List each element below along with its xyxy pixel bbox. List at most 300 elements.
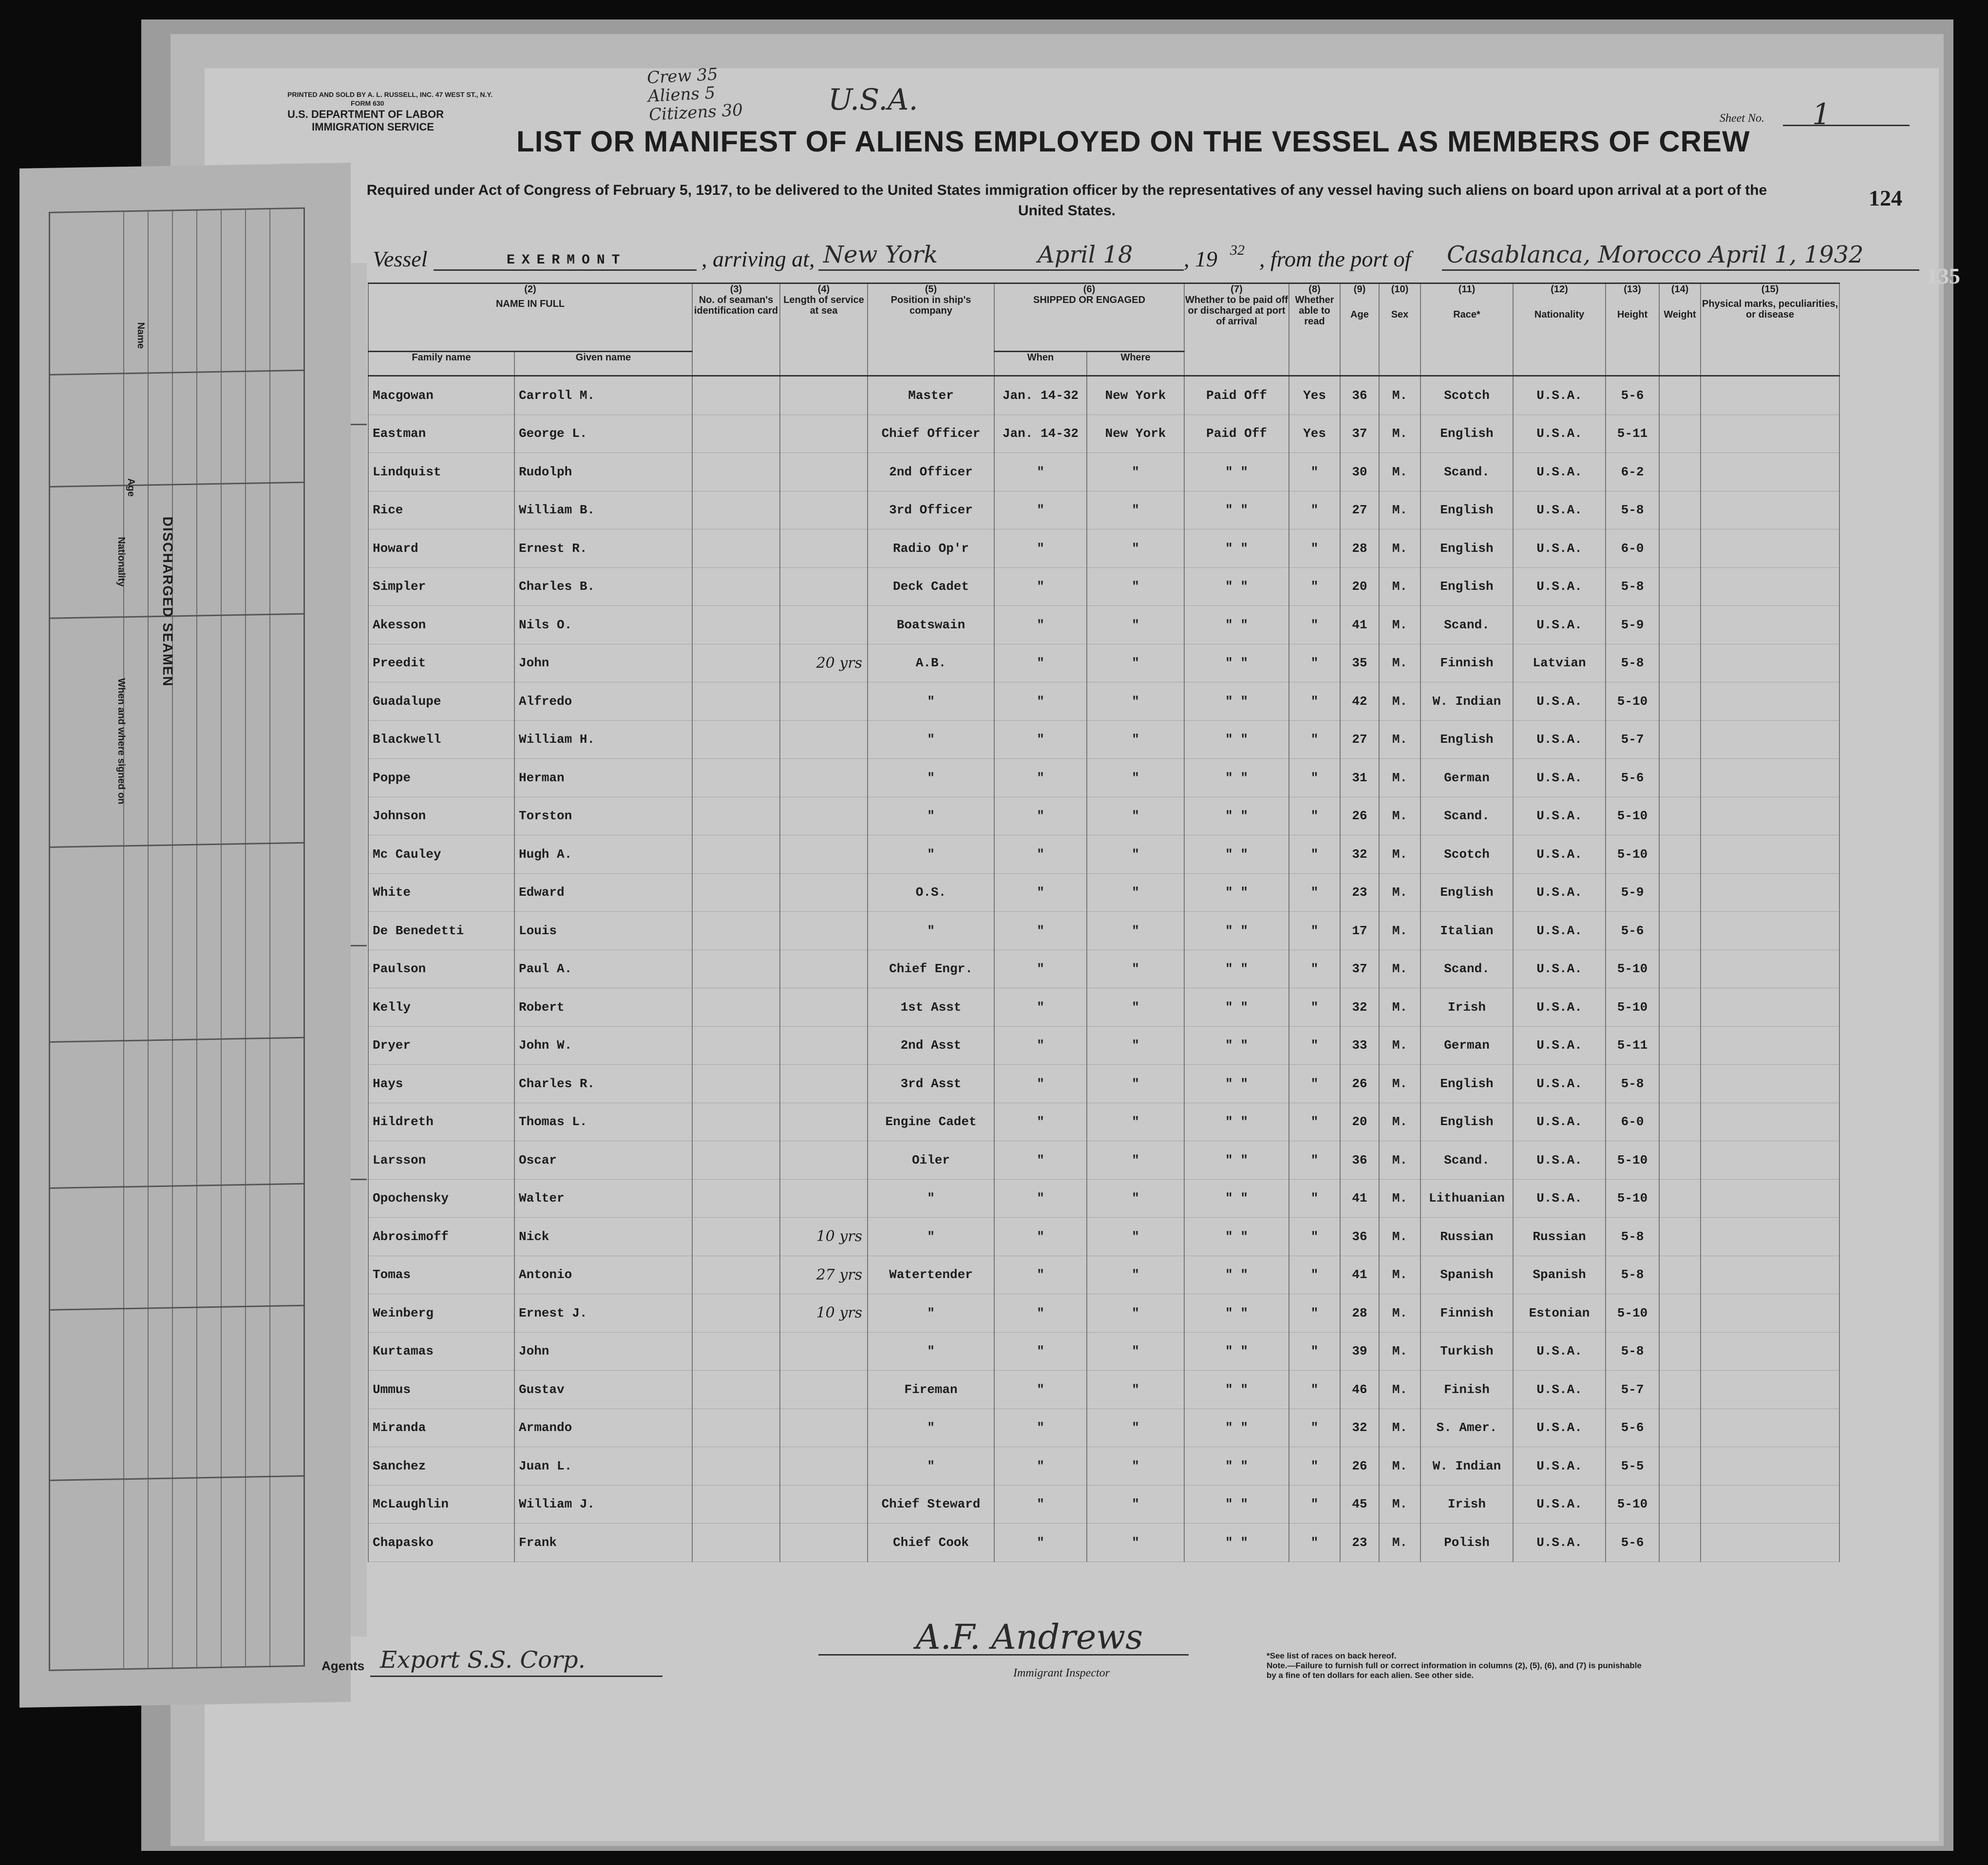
- cell-id-card: [692, 1524, 780, 1562]
- cell-id-card: [692, 567, 780, 606]
- cell-age: 27: [1340, 491, 1379, 529]
- cell-paid-off: " ": [1184, 1256, 1289, 1294]
- cell-shipped-where: ": [1087, 491, 1184, 529]
- cell-position: Chief Steward: [868, 1485, 994, 1524]
- col-name-header: (2) NAME IN FULL: [368, 283, 692, 352]
- cell-age: 27: [1340, 720, 1379, 759]
- table-row: [368, 1026, 1839, 1065]
- sheet-number-label: Sheet No.: [1720, 112, 1764, 125]
- table-row: [368, 1409, 1839, 1447]
- cell-sex: M.: [1379, 567, 1420, 606]
- cell-given-name: William H.: [514, 720, 692, 759]
- cell-height: 5-10: [1606, 1179, 1659, 1218]
- cell-given-name: John W.: [514, 1026, 692, 1065]
- cell-height: 5-9: [1606, 873, 1659, 912]
- cell-able-to-read: ": [1289, 491, 1340, 529]
- cell-paid-off: " ": [1184, 1179, 1289, 1218]
- cell-age: 46: [1340, 1371, 1379, 1409]
- cell-family-name: De Benedetti: [368, 912, 514, 950]
- cell-physical-marks: [1701, 835, 1839, 874]
- cell-service-length: [780, 1103, 868, 1141]
- cell-height: 5-8: [1606, 1332, 1659, 1371]
- cell-given-name: Herman: [514, 759, 692, 797]
- cell-race: English: [1420, 1103, 1513, 1141]
- col-read-header: (8) Whether able to read: [1289, 283, 1340, 376]
- cell-height: 5-10: [1606, 682, 1659, 721]
- col-position-header: (5) Position in ship's company: [868, 283, 994, 376]
- cell-given-name: Ernest R.: [514, 529, 692, 568]
- cell-position: Watertender: [868, 1256, 994, 1294]
- cell-position: 1st Asst: [868, 988, 994, 1027]
- cell-weight: [1659, 1524, 1701, 1562]
- cell-paid-off: " ": [1184, 988, 1289, 1027]
- cell-position: ": [868, 720, 994, 759]
- cell-age: 37: [1340, 414, 1379, 453]
- cell-family-name: Akesson: [368, 606, 514, 644]
- cell-weight: [1659, 1065, 1701, 1103]
- cell-shipped-when: ": [994, 491, 1087, 529]
- cell-shipped-where: ": [1087, 1256, 1184, 1294]
- cell-nationality: U.S.A.: [1513, 1485, 1606, 1524]
- cell-shipped-where: ": [1087, 835, 1184, 874]
- col-race-header: (11) Race*: [1420, 283, 1513, 376]
- cell-sex: M.: [1379, 835, 1420, 874]
- col-marks-header: (15) Physical marks, peculiarities, or disease: [1701, 283, 1839, 376]
- table-row: [368, 720, 1839, 759]
- cell-height: 5-6: [1606, 376, 1659, 415]
- cell-physical-marks: [1701, 1409, 1839, 1447]
- cell-shipped-when: ": [994, 797, 1087, 835]
- cell-shipped-when: ": [994, 759, 1087, 797]
- cell-able-to-read: ": [1289, 1103, 1340, 1141]
- cell-paid-off: " ": [1184, 453, 1289, 491]
- sheet-number-value: 1: [1812, 97, 1831, 132]
- cell-family-name: Lindquist: [368, 453, 514, 491]
- cell-nationality: U.S.A.: [1513, 1103, 1606, 1141]
- cell-nationality: U.S.A.: [1513, 529, 1606, 568]
- cell-able-to-read: ": [1289, 873, 1340, 912]
- cell-service-length: [780, 1447, 868, 1486]
- cell-race: Spanish: [1420, 1256, 1513, 1294]
- document-title: LIST OR MANIFEST OF ALIENS EMPLOYED ON THE VESSEL AS MEMBERS OF CREW: [516, 125, 1750, 158]
- edge-number: 135: [1927, 264, 1960, 288]
- usa-note: U.S.A.: [828, 83, 918, 117]
- flap-label-signed-on: When and where signed on: [116, 678, 127, 805]
- cell-nationality: U.S.A.: [1513, 759, 1606, 797]
- cell-able-to-read: ": [1289, 720, 1340, 759]
- cell-weight: [1659, 1332, 1701, 1371]
- cell-id-card: [692, 453, 780, 491]
- cell-shipped-where: ": [1087, 873, 1184, 912]
- cell-position: ": [868, 1447, 994, 1486]
- crew-count-note: [646, 64, 743, 124]
- cell-position: Radio Op'r: [868, 529, 994, 568]
- cell-sex: M.: [1379, 644, 1420, 682]
- table-row: [368, 950, 1839, 988]
- table-row: [368, 1294, 1839, 1333]
- cell-height: 5-6: [1606, 759, 1659, 797]
- cell-age: 36: [1340, 1218, 1379, 1256]
- cell-nationality: U.S.A.: [1513, 1447, 1606, 1486]
- cell-paid-off: " ": [1184, 491, 1289, 529]
- cell-position: 3rd Officer: [868, 491, 994, 529]
- cell-height: 5-5: [1606, 1447, 1659, 1486]
- cell-weight: [1659, 1447, 1701, 1486]
- cell-physical-marks: [1701, 1179, 1839, 1218]
- cell-able-to-read: ": [1289, 529, 1340, 568]
- cell-age: 36: [1340, 376, 1379, 415]
- table-row: [368, 1524, 1839, 1562]
- cell-position: Master: [868, 376, 994, 415]
- col-height-header: (13) Height: [1606, 283, 1659, 376]
- cell-able-to-read: ": [1289, 644, 1340, 682]
- cell-nationality: Latvian: [1513, 644, 1606, 682]
- cell-able-to-read: ": [1289, 1218, 1340, 1256]
- cell-shipped-when: ": [994, 1256, 1087, 1294]
- cell-position: ": [868, 912, 994, 950]
- cell-paid-off: " ": [1184, 1218, 1289, 1256]
- cell-service-length: [780, 529, 868, 568]
- cell-able-to-read: ": [1289, 1332, 1340, 1371]
- cell-family-name: Mc Cauley: [368, 835, 514, 874]
- cell-family-name: Howard: [368, 529, 514, 568]
- cell-physical-marks: [1701, 1103, 1839, 1141]
- cell-service-length: 10 yrs: [780, 1218, 868, 1256]
- cell-id-card: [692, 835, 780, 874]
- cell-shipped-when: ": [994, 606, 1087, 644]
- cell-paid-off: Paid Off: [1184, 376, 1289, 415]
- cell-id-card: [692, 720, 780, 759]
- cell-physical-marks: [1701, 1371, 1839, 1409]
- cell-age: 37: [1340, 950, 1379, 988]
- cell-able-to-read: ": [1289, 1026, 1340, 1065]
- cell-shipped-when: ": [994, 1103, 1087, 1141]
- cell-given-name: Antonio: [514, 1256, 692, 1294]
- cell-race: Polish: [1420, 1524, 1513, 1562]
- departure-port: Casablanca, Morocco April 1, 1932: [1447, 241, 1864, 268]
- cell-weight: [1659, 835, 1701, 874]
- cell-service-length: 20 yrs: [780, 644, 868, 682]
- cell-paid-off: " ": [1184, 835, 1289, 874]
- cell-given-name: Juan L.: [514, 1447, 692, 1486]
- cell-paid-off: " ": [1184, 1409, 1289, 1447]
- cell-weight: [1659, 1179, 1701, 1218]
- table-row: [368, 1179, 1839, 1218]
- cell-position: Fireman: [868, 1371, 994, 1409]
- table-row: [368, 414, 1839, 453]
- cell-race: Irish: [1420, 988, 1513, 1027]
- cell-age: 32: [1340, 988, 1379, 1027]
- cell-position: ": [868, 835, 994, 874]
- vessel-name: EXERMONT: [507, 253, 627, 268]
- cell-shipped-when: ": [994, 453, 1087, 491]
- cell-physical-marks: [1701, 1294, 1839, 1333]
- cell-paid-off: " ": [1184, 950, 1289, 988]
- citizens-note: Citizens 30: [648, 100, 743, 125]
- cell-shipped-when: Jan. 14-32: [994, 414, 1087, 453]
- cell-able-to-read: ": [1289, 1141, 1340, 1180]
- cell-shipped-when: ": [994, 1409, 1087, 1447]
- cell-given-name: William J.: [514, 1485, 692, 1524]
- cell-id-card: [692, 682, 780, 721]
- cell-weight: [1659, 1485, 1701, 1524]
- cell-shipped-where: ": [1087, 606, 1184, 644]
- cell-physical-marks: [1701, 1065, 1839, 1103]
- cell-height: 5-10: [1606, 950, 1659, 988]
- cell-shipped-where: ": [1087, 567, 1184, 606]
- cell-sex: M.: [1379, 1026, 1420, 1065]
- cell-shipped-where: New York: [1087, 376, 1184, 415]
- cell-shipped-when: ": [994, 567, 1087, 606]
- cell-family-name: Ummus: [368, 1371, 514, 1409]
- cell-id-card: [692, 988, 780, 1027]
- cell-nationality: U.S.A.: [1513, 376, 1606, 415]
- cell-race: English: [1420, 414, 1513, 453]
- cell-weight: [1659, 1026, 1701, 1065]
- cell-family-name: Dryer: [368, 1026, 514, 1065]
- cell-age: 20: [1340, 1103, 1379, 1141]
- col-weight-header: (14) Weight: [1659, 283, 1701, 376]
- cell-height: 5-6: [1606, 1524, 1659, 1562]
- cell-able-to-read: Yes: [1289, 376, 1340, 415]
- cell-nationality: Spanish: [1513, 1256, 1606, 1294]
- cell-height: 5-10: [1606, 988, 1659, 1027]
- cell-position: ": [868, 682, 994, 721]
- cell-physical-marks: [1701, 1256, 1839, 1294]
- cell-service-length: [780, 606, 868, 644]
- cell-paid-off: " ": [1184, 644, 1289, 682]
- cell-shipped-when: ": [994, 682, 1087, 721]
- cell-race: Scand.: [1420, 797, 1513, 835]
- cell-weight: [1659, 644, 1701, 682]
- cell-age: 41: [1340, 1179, 1379, 1218]
- cell-position: O.S.: [868, 873, 994, 912]
- cell-sex: M.: [1379, 414, 1420, 453]
- cell-family-name: Blackwell: [368, 720, 514, 759]
- cell-family-name: Kelly: [368, 988, 514, 1027]
- cell-able-to-read: ": [1289, 682, 1340, 721]
- inspector-label: Immigrant Inspector: [1013, 1667, 1110, 1679]
- cell-weight: [1659, 1409, 1701, 1447]
- cell-id-card: [692, 759, 780, 797]
- cell-race: Finnish: [1420, 1294, 1513, 1333]
- cell-service-length: [780, 1524, 868, 1562]
- cell-position: ": [868, 1179, 994, 1218]
- cell-paid-off: " ": [1184, 1371, 1289, 1409]
- arriving-label: , arriving at,: [701, 246, 815, 271]
- cell-nationality: U.S.A.: [1513, 797, 1606, 835]
- cell-shipped-where: ": [1087, 720, 1184, 759]
- cell-age: 36: [1340, 1141, 1379, 1180]
- table-row: [368, 453, 1839, 491]
- cell-family-name: Opochensky: [368, 1179, 514, 1218]
- cell-service-length: [780, 414, 868, 453]
- agents-value: Export S.S. Corp.: [380, 1646, 586, 1674]
- cell-id-card: [692, 1447, 780, 1486]
- cell-shipped-where: ": [1087, 529, 1184, 568]
- cell-height: 5-8: [1606, 1218, 1659, 1256]
- cell-family-name: White: [368, 873, 514, 912]
- cell-given-name: Torston: [514, 797, 692, 835]
- cell-given-name: Edward: [514, 873, 692, 912]
- table-row: [368, 606, 1839, 644]
- table-row: [368, 1485, 1839, 1524]
- cell-able-to-read: ": [1289, 1065, 1340, 1103]
- cell-given-name: Paul A.: [514, 950, 692, 988]
- cell-id-card: [692, 1332, 780, 1371]
- cell-height: 5-10: [1606, 1141, 1659, 1180]
- cell-physical-marks: [1701, 912, 1839, 950]
- cell-race: English: [1420, 1065, 1513, 1103]
- cell-height: 5-10: [1606, 1294, 1659, 1333]
- cell-able-to-read: ": [1289, 1371, 1340, 1409]
- cell-race: Scand.: [1420, 453, 1513, 491]
- cell-service-length: 10 yrs: [780, 1294, 868, 1333]
- vessel-line: [356, 241, 1919, 275]
- cell-height: 6-0: [1606, 1103, 1659, 1141]
- penalty-note: Note.—Failure to furnish full or correct information in columns (2), (5), (6), and (7) is punishable by a fine of ten dollars for each alien. See other side.: [1267, 1661, 1642, 1680]
- cell-race: Scotch: [1420, 835, 1513, 874]
- cell-nationality: U.S.A.: [1513, 453, 1606, 491]
- flap-label-age: Age: [126, 478, 136, 497]
- col-card-header: (3) No. of seaman's identification card: [692, 283, 780, 376]
- cell-shipped-when: ": [994, 529, 1087, 568]
- cell-weight: [1659, 491, 1701, 529]
- cell-service-length: [780, 1371, 868, 1409]
- cell-age: 26: [1340, 1065, 1379, 1103]
- cell-physical-marks: [1701, 567, 1839, 606]
- cell-sex: M.: [1379, 720, 1420, 759]
- cell-service-length: [780, 453, 868, 491]
- cell-id-card: [692, 1141, 780, 1180]
- cell-age: 28: [1340, 529, 1379, 568]
- cell-nationality: U.S.A.: [1513, 1371, 1606, 1409]
- cell-physical-marks: [1701, 1026, 1839, 1065]
- cell-shipped-where: ": [1087, 950, 1184, 988]
- cell-shipped-when: ": [994, 1371, 1087, 1409]
- cell-id-card: [692, 529, 780, 568]
- cell-age: 32: [1340, 835, 1379, 874]
- cell-paid-off: " ": [1184, 567, 1289, 606]
- cell-height: 5-9: [1606, 606, 1659, 644]
- cell-nationality: U.S.A.: [1513, 1179, 1606, 1218]
- cell-sex: M.: [1379, 1294, 1420, 1333]
- cell-paid-off: " ": [1184, 682, 1289, 721]
- cell-physical-marks: [1701, 759, 1839, 797]
- cell-family-name: Kurtamas: [368, 1332, 514, 1371]
- table-row: [368, 1256, 1839, 1294]
- cell-physical-marks: [1701, 1447, 1839, 1486]
- cell-nationality: U.S.A.: [1513, 414, 1606, 453]
- year-prefix: , 19: [1184, 246, 1217, 271]
- table-row: [368, 1218, 1839, 1256]
- cell-physical-marks: [1701, 988, 1839, 1027]
- form-number: FORM 630: [351, 99, 384, 107]
- cell-race: English: [1420, 529, 1513, 568]
- cell-race: Scotch: [1420, 376, 1513, 415]
- cell-height: 5-7: [1606, 1371, 1659, 1409]
- cell-race: Scand.: [1420, 606, 1513, 644]
- cell-service-length: [780, 1065, 868, 1103]
- cell-position: Boatswain: [868, 606, 994, 644]
- table-row: [368, 835, 1839, 874]
- cell-position: 2nd Asst: [868, 1026, 994, 1065]
- cell-service-length: 27 yrs: [780, 1256, 868, 1294]
- department-header: [287, 108, 444, 133]
- cell-age: 39: [1340, 1332, 1379, 1371]
- cell-family-name: Macgowan: [368, 376, 514, 415]
- cell-height: 5-8: [1606, 491, 1659, 529]
- cell-race: S. Amer.: [1420, 1409, 1513, 1447]
- flap-label-name: Name: [135, 322, 146, 349]
- aliens-note: Aliens 5: [647, 83, 716, 107]
- col-service-header: (4) Length of service at sea: [780, 283, 868, 376]
- cell-id-card: [692, 1409, 780, 1447]
- cell-height: 5-8: [1606, 1065, 1659, 1103]
- cell-nationality: U.S.A.: [1513, 950, 1606, 988]
- cell-age: 41: [1340, 606, 1379, 644]
- cell-shipped-when: ": [994, 1485, 1087, 1524]
- table-row: [368, 1447, 1839, 1486]
- cell-physical-marks: [1701, 950, 1839, 988]
- table-row: [368, 1332, 1839, 1371]
- cell-able-to-read: ": [1289, 835, 1340, 874]
- cell-height: 5-11: [1606, 414, 1659, 453]
- cell-race: English: [1420, 873, 1513, 912]
- cell-id-card: [692, 797, 780, 835]
- cell-given-name: Gustav: [514, 1371, 692, 1409]
- cell-height: 5-10: [1606, 835, 1659, 874]
- cell-physical-marks: [1701, 1218, 1839, 1256]
- cell-given-name: Robert: [514, 988, 692, 1027]
- cell-able-to-read: ": [1289, 1409, 1340, 1447]
- cell-paid-off: " ": [1184, 1103, 1289, 1141]
- cell-shipped-where: ": [1087, 1103, 1184, 1141]
- cell-able-to-read: ": [1289, 1256, 1340, 1294]
- col-nationality-header: (12) Nationality: [1513, 283, 1606, 376]
- cell-weight: [1659, 414, 1701, 453]
- cell-age: 17: [1340, 912, 1379, 950]
- cell-service-length: [780, 912, 868, 950]
- cell-shipped-where: ": [1087, 644, 1184, 682]
- cell-shipped-where: ": [1087, 912, 1184, 950]
- agents-label: Agents: [322, 1658, 365, 1673]
- cell-shipped-where: ": [1087, 988, 1184, 1027]
- table-row: [368, 1103, 1839, 1141]
- cell-physical-marks: [1701, 797, 1839, 835]
- cell-paid-off: " ": [1184, 797, 1289, 835]
- cell-race: English: [1420, 491, 1513, 529]
- cell-nationality: U.S.A.: [1513, 720, 1606, 759]
- from-label: , from the port of: [1259, 246, 1411, 271]
- crew-note: Crew 35: [646, 64, 719, 88]
- table-row: [368, 988, 1839, 1027]
- cell-id-card: [692, 950, 780, 988]
- cell-position: Chief Officer: [868, 414, 994, 453]
- table-row: [368, 1141, 1839, 1180]
- table-row: [368, 1065, 1839, 1103]
- cell-weight: [1659, 606, 1701, 644]
- cell-shipped-when: ": [994, 1524, 1087, 1562]
- cell-shipped-where: ": [1087, 1332, 1184, 1371]
- cell-paid-off: " ": [1184, 1447, 1289, 1486]
- cell-service-length: [780, 1332, 868, 1371]
- cell-race: Scand.: [1420, 1141, 1513, 1180]
- cell-service-length: [780, 797, 868, 835]
- cell-nationality: U.S.A.: [1513, 491, 1606, 529]
- cell-family-name: Weinberg: [368, 1294, 514, 1333]
- cell-race: W. Indian: [1420, 1447, 1513, 1486]
